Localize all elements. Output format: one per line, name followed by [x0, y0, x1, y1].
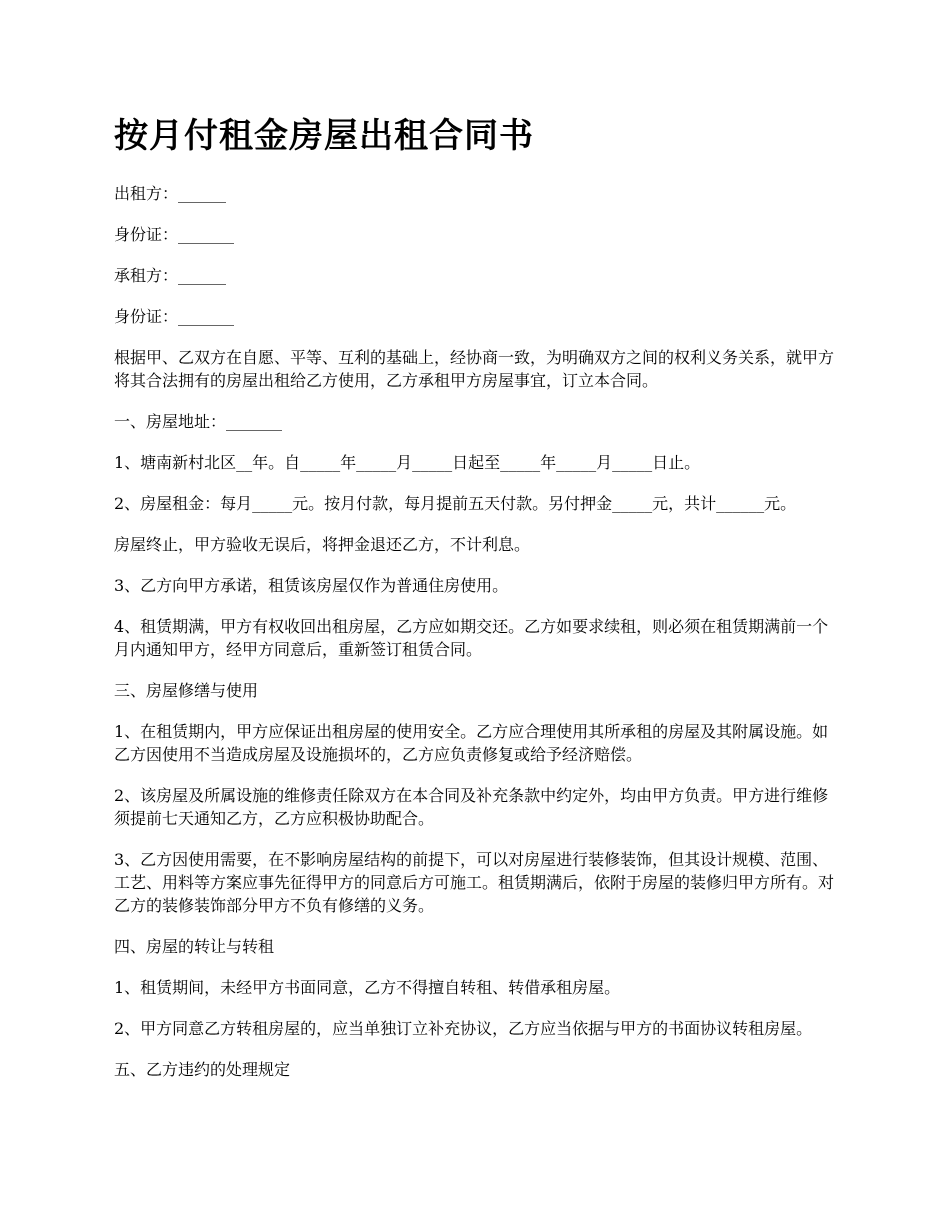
section-heading-repair: 三、房屋修缮与使用: [114, 681, 259, 700]
lessee-line: 承租方：______: [114, 266, 227, 285]
clause-rent: 2、房屋租金：每月_____元。按月付款，每月提前五天付款。另付押金_____元，共计______元。: [114, 494, 797, 513]
section-heading-address: 一、房屋地址：_______: [114, 412, 283, 431]
clause-repair-1: 1、在租赁期内，甲方应保证出租房屋的使用安全。乙方应合理使用其所承租的房屋及其附属设施。如乙方因使用不当造成房屋及设施损坏的，乙方应负责修复或给予经济赔偿。: [114, 722, 829, 764]
clause-usage: 3、乙方向甲方承诺，租赁该房屋仅作为普通住房使用。: [114, 576, 509, 595]
lessee-id-line: 身份证：_______: [114, 307, 235, 326]
section-heading-transfer: 四、房屋的转让与转租: [114, 937, 275, 956]
document-title: 按月付租金房屋出租合同书: [114, 116, 534, 156]
clause-repair-2: 2、该房屋及所属设施的维修责任除双方在本合同及补充条款中约定外，均由甲方负责。甲方进行维修须提前七天通知乙方，乙方应积极协助配合。: [114, 786, 829, 828]
section-heading-breach: 五、乙方违约的处理规定: [114, 1060, 291, 1079]
contract-document: [114, 112, 844, 1099]
clause-transfer-2: 2、甲方同意乙方转租房屋的，应当单独订立补充协议，乙方应当依据与甲方的书面协议转租房屋。: [114, 1019, 813, 1038]
preamble-paragraph: 根据甲、乙双方在自愿、平等、互利的基础上，经协商一致，为明确双方之间的权利义务关系，就甲方将其合法拥有的房屋出租给乙方使用，乙方承租甲方房屋事宜，订立本合同。: [114, 348, 835, 390]
clause-transfer-1: 1、租赁期间，未经甲方书面同意，乙方不得擅自转租、转借承租房屋。: [114, 978, 621, 997]
clause-expiry: 4、租赁期满，甲方有权收回出租房屋，乙方应如期交还。乙方如要求续租，则必须在租赁期满前一个月内通知甲方，经甲方同意后，重新签订租赁合同。: [114, 617, 829, 659]
clause-term: 1、塘南新村北区__年。自_____年_____月_____日起至_____年_____月_____日止。: [114, 453, 701, 472]
lessor-line: 出租方：______: [114, 184, 227, 203]
clause-repair-3: 3、乙方因使用需要，在不影响房屋结构的前提下，可以对房屋进行装修装饰，但其设计规模、范围、工艺、用料等方案应事先征得甲方的同意后方可施工。租赁期满后，依附于房屋的装修归甲方所有。对乙方的装修装饰部分甲方不负有修缮的义务。: [114, 850, 835, 915]
lessor-id-line: 身份证：_______: [114, 225, 235, 244]
clause-deposit-return: 房屋终止，甲方验收无误后，将押金退还乙方，不计利息。: [114, 535, 531, 554]
